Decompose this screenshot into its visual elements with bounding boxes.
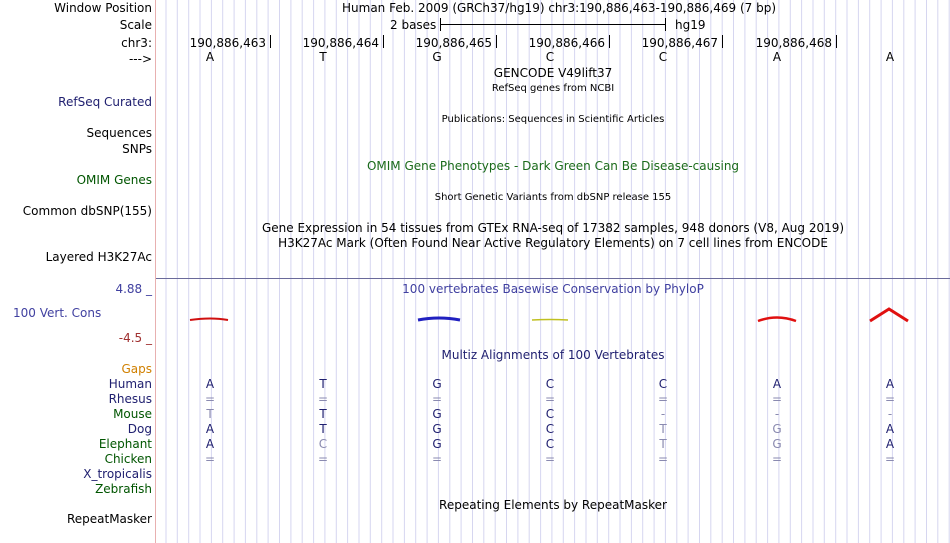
aligned-base: A xyxy=(772,377,782,391)
repeat-track-label[interactable]: RepeatMasker xyxy=(66,512,152,526)
aligned-base: G xyxy=(432,377,442,391)
dbsnp-track-title[interactable]: Short Genetic Variants from dbSNP release 155 xyxy=(434,192,672,203)
ruler-position: 190,886,468 xyxy=(755,36,832,50)
repeat-track-title[interactable]: Repeating Elements by RepeatMasker xyxy=(439,498,667,512)
species-label[interactable]: Mouse xyxy=(113,407,152,421)
strand-label: ---> xyxy=(128,52,152,66)
aligned-base: C xyxy=(545,407,555,421)
species-label[interactable]: X_tropicalis xyxy=(83,467,152,481)
publications-track-title[interactable]: Publications: Sequences in Scientific Articles xyxy=(441,114,665,125)
phylop-wiggle xyxy=(156,305,950,325)
aligned-base: = xyxy=(884,452,896,466)
aligned-base: C xyxy=(545,377,555,391)
aligned-base: - xyxy=(887,407,893,421)
aligned-base: = xyxy=(317,452,329,466)
reference-base: A xyxy=(772,50,782,64)
dbsnp-track-label[interactable]: Common dbSNP(155) xyxy=(22,204,152,218)
aligned-base: A xyxy=(205,437,215,451)
ruler-tick xyxy=(496,35,497,48)
gtex-track-title[interactable]: Gene Expression in 54 tissues from GTEx RNA-seq of 17382 samples, 948 donors (V8, Aug 2019) xyxy=(261,221,845,235)
aligned-base: T xyxy=(206,407,214,421)
h3k27ac-track-label[interactable]: Layered H3K27Ac xyxy=(45,250,152,264)
gaps-label: Gaps xyxy=(121,362,152,376)
species-label[interactable]: Human xyxy=(108,377,152,391)
aligned-base: G xyxy=(772,422,782,436)
ruler-position: 190,886,466 xyxy=(528,36,605,50)
aligned-base: = xyxy=(431,392,443,406)
ruler-tick xyxy=(836,35,837,48)
omim-track-label[interactable]: OMIM Genes xyxy=(76,173,152,187)
reference-base: A xyxy=(885,50,895,64)
scale-value: 2 bases xyxy=(390,18,437,32)
aligned-base: = xyxy=(657,392,669,406)
ruler-tick xyxy=(609,35,610,48)
aligned-base: A xyxy=(885,437,895,451)
reference-base: C xyxy=(545,50,555,64)
aligned-base: A xyxy=(885,422,895,436)
ruler-position: 190,886,465 xyxy=(415,36,492,50)
refseq-track-subtitle[interactable]: RefSeq genes from NCBI xyxy=(491,83,615,94)
aligned-base: T xyxy=(319,407,327,421)
species-label[interactable]: Dog xyxy=(127,422,152,436)
aligned-base: = xyxy=(544,392,556,406)
scale-bar xyxy=(440,24,666,25)
scale-bar-left-end xyxy=(440,18,441,31)
window-position-label: Window Position xyxy=(54,1,152,15)
reference-base: G xyxy=(432,50,442,64)
aligned-base: C xyxy=(545,437,555,451)
aligned-base: = xyxy=(771,392,783,406)
phylop-mark-1 xyxy=(190,319,228,321)
aligned-base: - xyxy=(774,407,780,421)
scale-bar-right-end xyxy=(665,18,666,31)
aligned-base: A xyxy=(205,422,215,436)
aligned-base: = xyxy=(204,392,216,406)
reference-base: T xyxy=(319,50,327,64)
scale-label: Scale xyxy=(119,18,152,32)
ruler-tick xyxy=(722,35,723,48)
aligned-base: = xyxy=(884,392,896,406)
aligned-base: = xyxy=(317,392,329,406)
track-separator xyxy=(156,278,950,279)
aligned-base: G xyxy=(432,422,442,436)
aligned-base: A xyxy=(885,377,895,391)
aligned-base: - xyxy=(660,407,666,421)
ruler-tick xyxy=(270,35,271,48)
aligned-base: G xyxy=(772,437,782,451)
aligned-base: T xyxy=(319,422,327,436)
aligned-base: T xyxy=(319,377,327,391)
reference-base: A xyxy=(205,50,215,64)
ruler-tick xyxy=(383,35,384,48)
multiz-track-title[interactable]: Multiz Alignments of 100 Vertebrates xyxy=(441,348,665,362)
aligned-base: T xyxy=(659,437,667,451)
h3k27ac-track-title[interactable]: H3K27Ac Mark (Often Found Near Active Regulatory Elements) on 7 cell lines from ENCODE xyxy=(278,236,828,250)
phylop-mark-3 xyxy=(418,318,460,320)
species-label[interactable]: Rhesus xyxy=(108,392,152,406)
ruler-position: 190,886,464 xyxy=(302,36,379,50)
aligned-base: = xyxy=(431,452,443,466)
aligned-base: C xyxy=(318,437,328,451)
aligned-base: G xyxy=(432,407,442,421)
phylop-track-title[interactable]: 100 vertebrates Basewise Conservation by PhyloP xyxy=(402,282,704,296)
ruler-position: 190,886,463 xyxy=(189,36,266,50)
aligned-base: G xyxy=(432,437,442,451)
phylop-min-value: -4.5 _ xyxy=(118,331,152,345)
aligned-base: = xyxy=(657,452,669,466)
chrom-label: chr3: xyxy=(121,36,152,50)
aligned-base: T xyxy=(659,422,667,436)
sequences-track-label[interactable]: Sequences xyxy=(86,126,152,140)
aligned-base: = xyxy=(771,452,783,466)
phylop-mark-7 xyxy=(870,309,908,321)
phylop-mark-4 xyxy=(532,320,568,321)
species-label[interactable]: Elephant xyxy=(98,437,152,451)
reference-base: C xyxy=(658,50,668,64)
aligned-base: C xyxy=(545,422,555,436)
gencode-track-title[interactable]: GENCODE V49lift37 xyxy=(493,66,613,80)
window-position-text: Human Feb. 2009 (GRCh37/hg19) chr3:190,886,463-190,886,469 (7 bp) xyxy=(342,1,777,15)
phylop-mark-6 xyxy=(758,318,796,322)
ruler-position: 190,886,467 xyxy=(641,36,718,50)
aligned-base: C xyxy=(658,377,668,391)
species-label[interactable]: Chicken xyxy=(104,452,152,466)
phylop-track-label[interactable]: 100 Vert. Cons xyxy=(13,306,102,320)
aligned-base: = xyxy=(204,452,216,466)
refseq-track-label[interactable]: RefSeq Curated xyxy=(58,95,152,109)
phylop-max-value: 4.88 _ xyxy=(115,282,152,296)
aligned-base: = xyxy=(544,452,556,466)
species-label[interactable]: Zebrafish xyxy=(95,482,152,496)
snps-track-label[interactable]: SNPs xyxy=(122,142,152,156)
omim-track-title[interactable]: OMIM Gene Phenotypes - Dark Green Can Be Disease-causing xyxy=(366,159,740,173)
aligned-base: A xyxy=(205,377,215,391)
scale-assembly: hg19 xyxy=(675,18,706,32)
